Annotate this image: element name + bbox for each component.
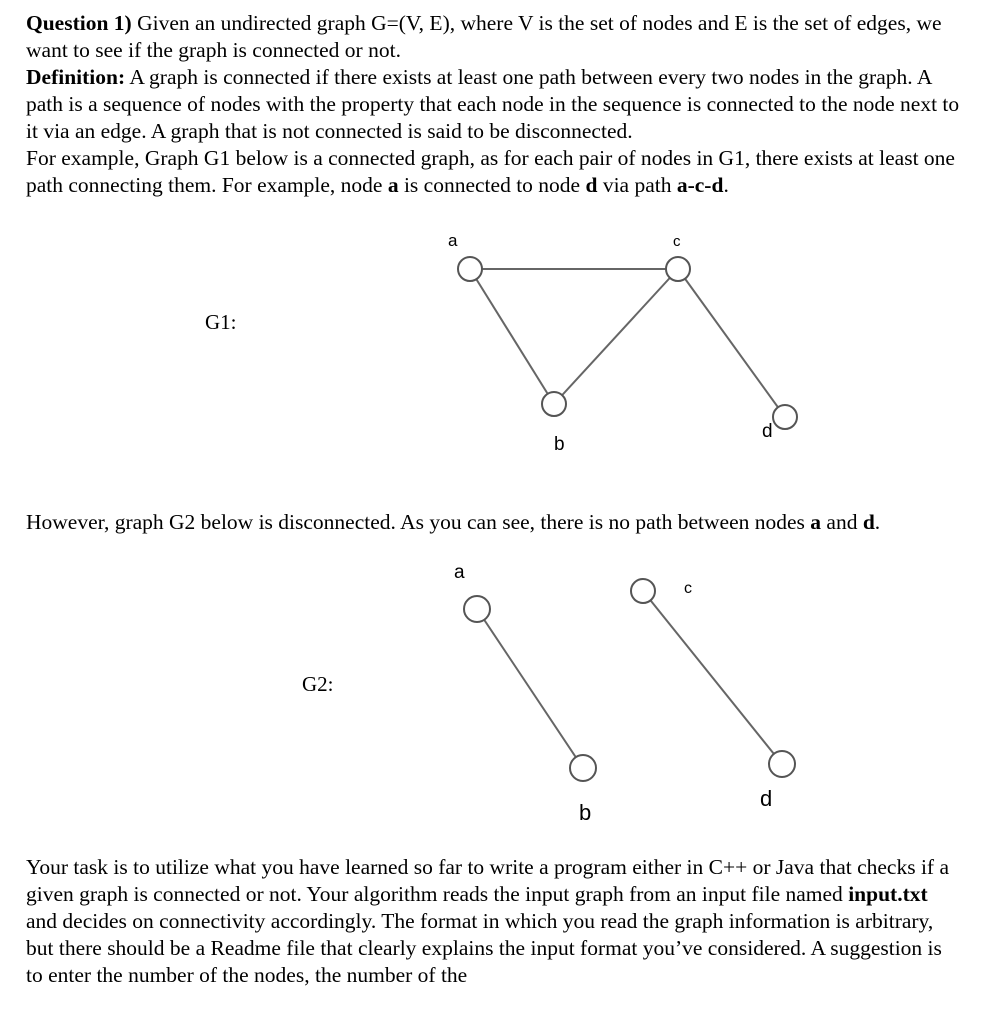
disconnected-text: However, graph G2 below is disconnected. As you can see, there is no path between nodes: [26, 510, 811, 534]
g2-node-d-label: d: [760, 786, 773, 811]
graph2-label: G2:: [302, 672, 334, 696]
disconnected-text-2: and: [821, 510, 863, 534]
example-path: a-c-d: [676, 173, 724, 197]
g2-edge-a-b: [477, 609, 583, 768]
question-label: Question 1): [26, 11, 132, 35]
example-text-2: is connected to node: [398, 173, 586, 197]
g2-node-b-label: b: [579, 800, 592, 825]
example-node-a: a: [387, 173, 399, 197]
example-text: For example, Graph G1 below is a connected graph, as for each pair of nodes in G1, there exists at least one path connecting them. For example, node: [26, 146, 955, 197]
definition-text: A graph is connected if there exists at least one path between every two nodes in the graph. A path is a sequence of nodes with the property that each node in the sequence is connected to the node next to it via an edge. A graph that is not connected is said to be disconnected.: [26, 65, 960, 143]
g2-node-a: [464, 596, 490, 622]
g2-edge-c-d: [643, 591, 782, 764]
g2-node-c: [631, 579, 655, 603]
g1-node-d-label: d: [762, 421, 773, 442]
g2-node-b: [570, 755, 596, 781]
disconnected-node-d: d: [862, 510, 875, 534]
g2-node-a-label: a: [454, 562, 465, 583]
disconnected-node-a: a: [810, 510, 822, 534]
g1-node-b-label: b: [554, 434, 565, 455]
example-text-3: via path: [597, 173, 677, 197]
g2-node-d: [769, 751, 795, 777]
g2-node-c-label: c: [684, 580, 692, 597]
example-text-4: .: [723, 173, 729, 197]
g1-node-a-label: a: [448, 231, 458, 250]
task-paragraph: [26, 854, 961, 989]
definition-label: Definition:: [26, 65, 126, 89]
graph1-label: G1:: [205, 310, 237, 334]
question-intro: Given an undirected graph G=(V, E), where V is the set of nodes and E is the set of edges, we want to see if the graph is connected or not.: [26, 11, 942, 62]
task-text-2: and decides on connectivity accordingly. The format in which you read the graph information is arbitrary, but there should be a Readme file that clearly explains the input format you’ve considered. A suggestion is to enter the number of the nodes, the number of the: [26, 909, 942, 987]
task-text: Your task is to utilize what you have learned so far to write a program either in C++ or Java that checks if a given graph is connected or not. Your algorithm reads the input graph from an input file named: [26, 855, 950, 906]
disconnected-text-3: .: [874, 510, 881, 534]
example-node-d: d: [585, 173, 598, 197]
g1-node-c-label: c: [673, 233, 681, 250]
task-filename: input.txt: [848, 882, 928, 906]
